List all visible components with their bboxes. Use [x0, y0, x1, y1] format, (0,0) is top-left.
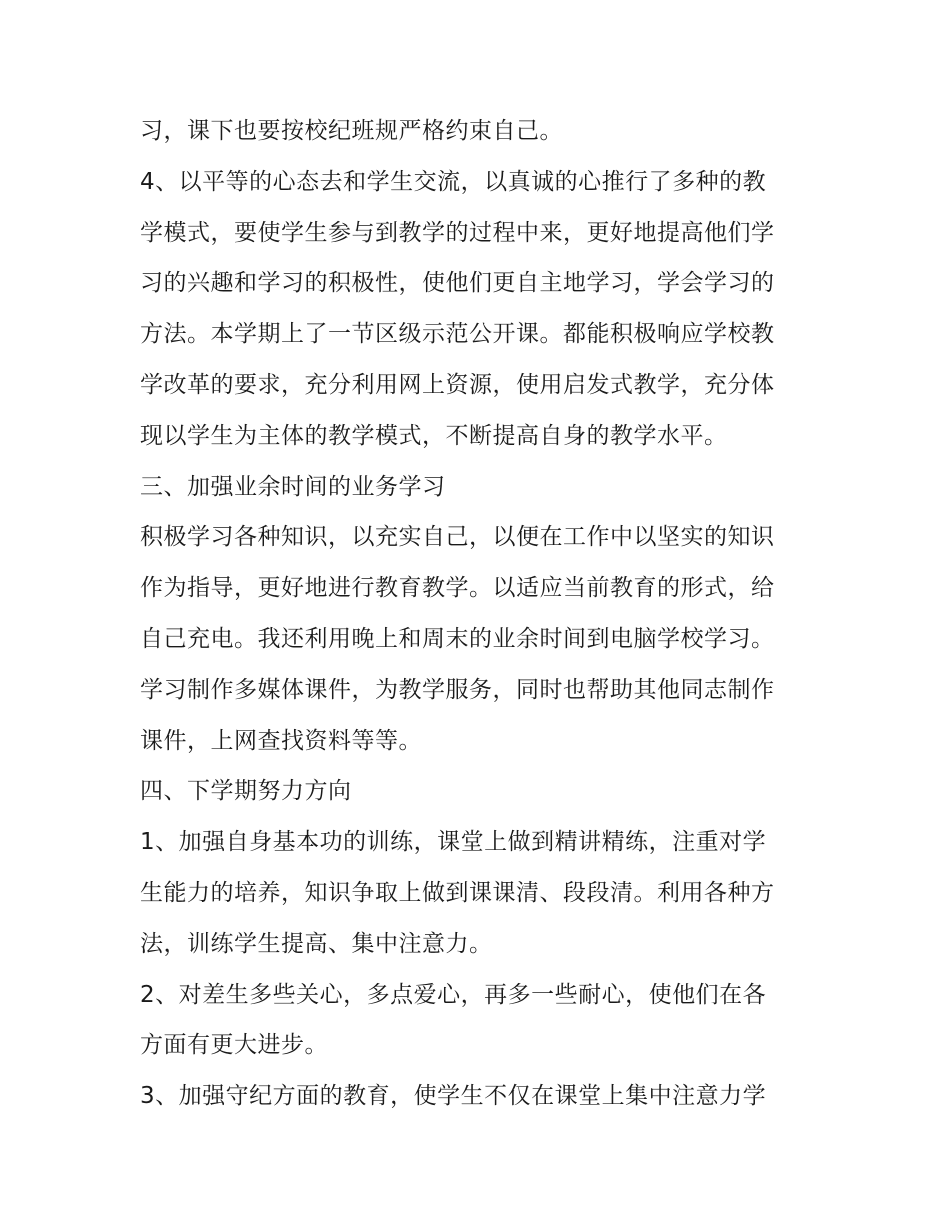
- text-line: 习，课下也要按校纪班规严格约束自己。: [140, 118, 563, 144]
- text-line: 作为指导，更好地进行教育教学。以适应当前教育的形式，给: [140, 575, 775, 602]
- text-line: 生能力的培养，知识争取上做到课课清、段段清。利用各种方: [140, 879, 775, 906]
- text-line: 学习制作多媒体课件，为教学服务，同时也帮助其他同志制作: [140, 676, 775, 703]
- text-line: 1、加强自身基本功的训练，课堂上做到精讲精练，注重对学: [140, 829, 767, 856]
- text-line: 法，训练学生提高、集中注意力。: [140, 930, 493, 957]
- text-line: 4、以平等的心态去和学生交流，以真诚的心推行了多种的教: [140, 168, 767, 195]
- section-heading: 三、加强业余时间的业务学习: [140, 473, 446, 500]
- text-line: 方法。本学期上了一节区级示范公开课。都能积极响应学校教: [140, 321, 775, 348]
- text-line: 积极学习各种知识，以充实自己，以便在工作中以坚实的知识: [140, 524, 775, 551]
- text-line: 课件，上网查找资料等等。: [140, 727, 422, 754]
- text-line: 3、加强守纪方面的教育，使学生不仅在课堂上集中注意力学: [140, 1083, 767, 1110]
- text-line: 2、对差生多些关心，多点爱心，再多一些耐心，使他们在各: [140, 981, 767, 1008]
- text-line: 方面有更大进步。: [140, 1032, 328, 1059]
- text-line: 学改革的要求，充分利用网上资源，使用启发式教学，充分体: [140, 371, 775, 398]
- text-line: 习的兴趣和学习的积极性，使他们更自主地学习，学会学习的: [140, 270, 775, 297]
- text-line: 自己充电。我还利用晚上和周末的业余时间到电脑学校学习。: [140, 625, 775, 652]
- text-line: 学模式，要使学生参与到教学的过程中来，更好地提高他们学: [140, 219, 775, 246]
- section-heading: 四、下学期努力方向: [140, 778, 352, 805]
- document-body: [140, 106, 820, 1122]
- text-line: 现以学生为主体的教学模式，不断提高自身的教学水平。: [140, 422, 728, 449]
